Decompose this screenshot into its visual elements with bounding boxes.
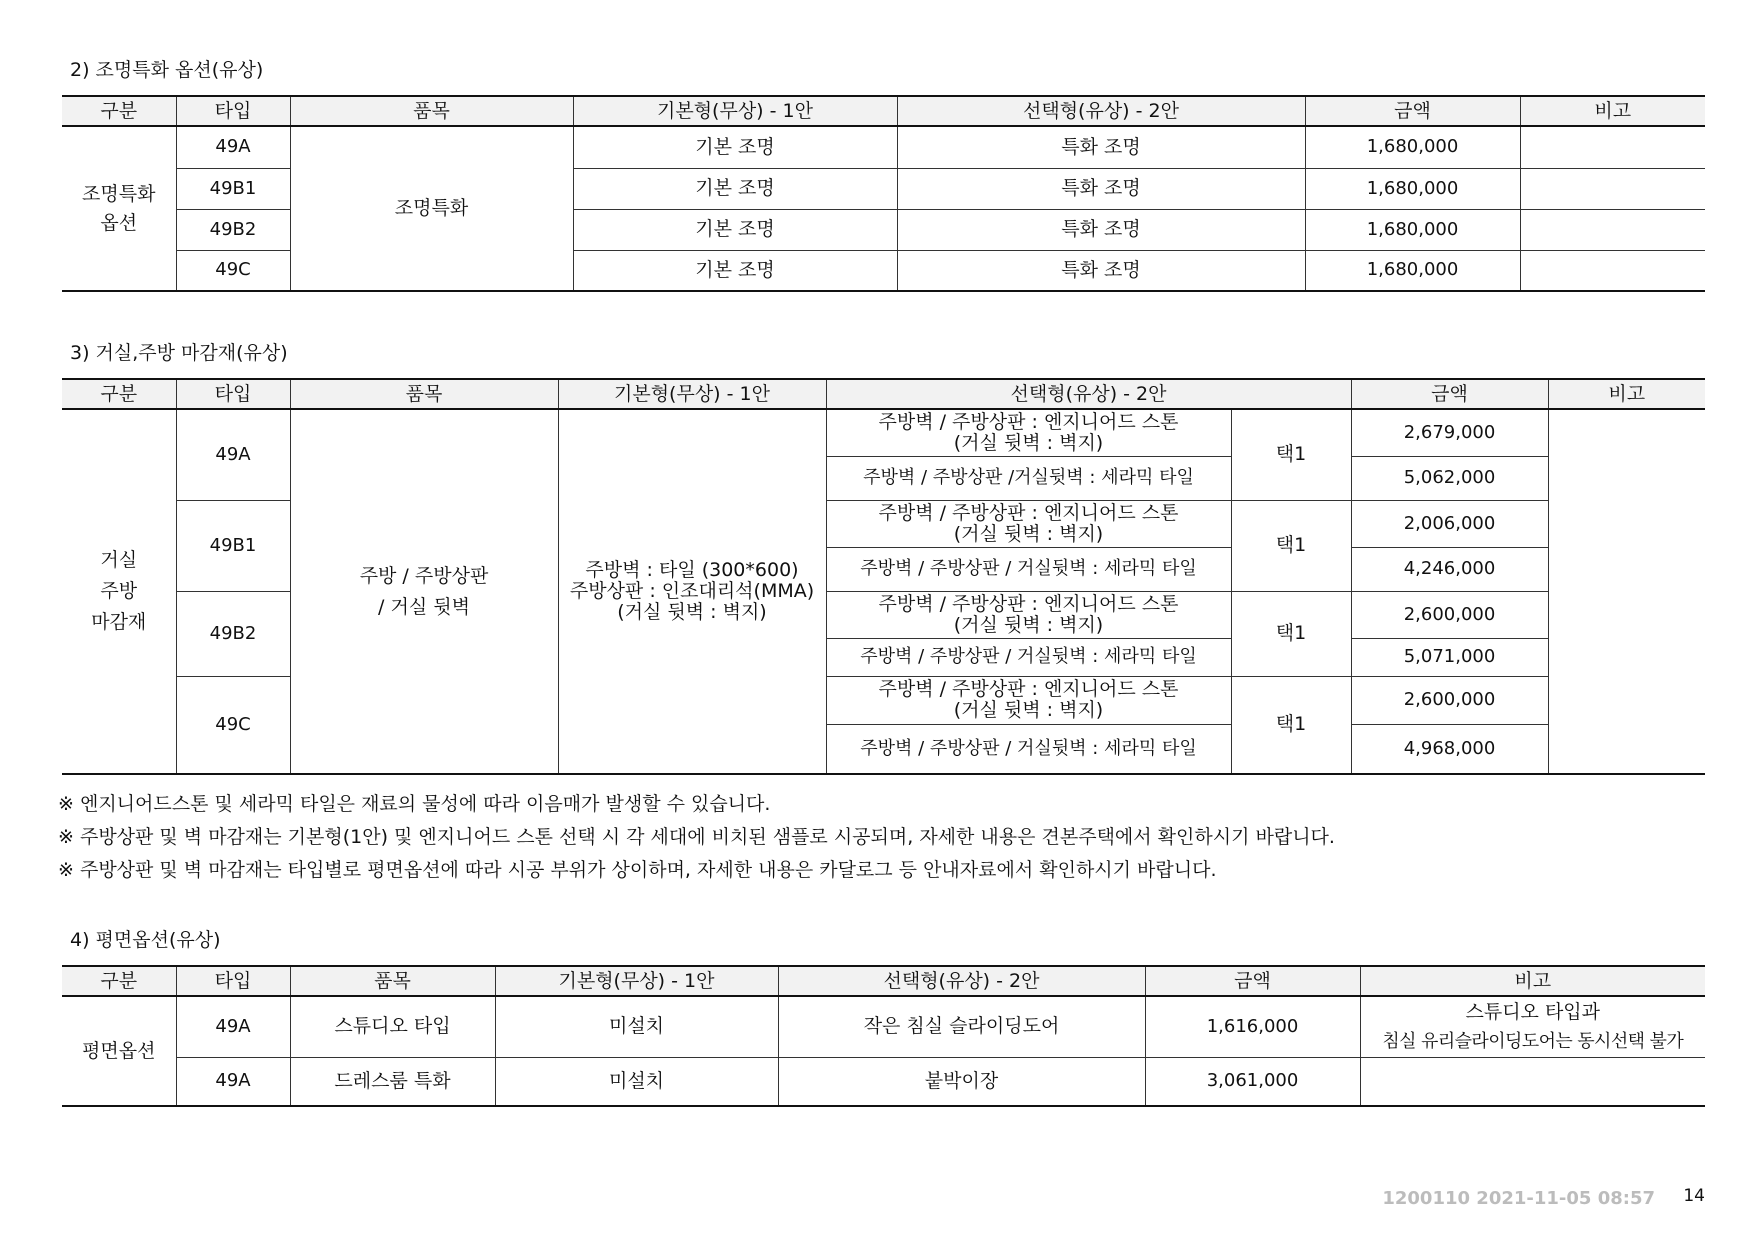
item-cell: 드레스룸 특화 — [290, 1057, 495, 1106]
page-number: 14 — [1683, 1186, 1705, 1206]
remark-line: 침실 유리슬라이딩도어는 동시선택 불가 — [1382, 1030, 1684, 1052]
remark-cell — [1520, 250, 1705, 291]
section-2-title: 2) 조명특화 옵션(유상) — [70, 59, 264, 81]
group-cell — [62, 126, 176, 291]
option-engineered-stone — [826, 591, 1231, 638]
option-line: 주방벽 / 주방상판 : 엔지니어드 스톤 — [878, 501, 1179, 524]
option-ceramic-tile: 주방벽 / 주방상판 / 거실뒷벽 : 세라믹 타일 — [826, 547, 1231, 591]
group-label: 거실 — [100, 549, 138, 572]
option-cell: 작은 침실 슬라이딩도어 — [778, 996, 1145, 1057]
amount-cell: 1,616,000 — [1145, 996, 1360, 1057]
type-cell: 49B1 — [176, 500, 290, 591]
option-cell: 특화 조명 — [897, 209, 1305, 250]
basic-cell: 기본 조명 — [573, 250, 897, 291]
option-line: (거실 뒷벽 : 벽지) — [953, 699, 1104, 721]
amount-cell: 1,680,000 — [1305, 168, 1520, 209]
amount-cell: 2,600,000 — [1351, 676, 1548, 724]
amount-cell: 4,246,000 — [1351, 547, 1548, 591]
option-ceramic-tile: 주방벽 / 주방상판 /거실뒷벽 : 세라믹 타일 — [826, 456, 1231, 500]
amount-cell: 1,680,000 — [1305, 250, 1520, 291]
remark-line: 스튜디오 타입과 — [1465, 1000, 1601, 1023]
header-remark: 비고 — [1548, 379, 1705, 409]
header-basic: 기본형(무상) - 1안 — [573, 96, 897, 126]
option-line: 주방벽 / 주방상판 : 엔지니어드 스톤 — [878, 592, 1179, 615]
remark-cell — [1520, 126, 1705, 168]
option-engineered-stone — [826, 409, 1231, 456]
type-cell: 49B2 — [176, 209, 290, 250]
group-cell: 평면옵션 — [62, 996, 176, 1106]
option-line: (거실 뒷벽 : 벽지) — [953, 431, 1104, 454]
option-cell: 붙박이장 — [778, 1057, 1145, 1106]
amount-cell: 1,680,000 — [1305, 209, 1520, 250]
option-engineered-stone — [826, 500, 1231, 547]
note-line: ※ 주방상판 및 벽 마감재는 기본형(1안) 및 엔지니어드 스톤 선택 시 각 세대에 비치된 샘플로 시공되며, 자세한 내용은 견본주택에서 확인하시기 바랍니다. — [58, 826, 1335, 848]
remark-cell — [1520, 168, 1705, 209]
header-basic: 기본형(무상) - 1안 — [558, 379, 826, 409]
option-line: (거실 뒷벽 : 벽지) — [953, 613, 1104, 636]
type-cell: 49C — [176, 250, 290, 291]
header-option: 선택형(유상) - 2안 — [826, 379, 1351, 409]
choice-cell: 택1 — [1231, 591, 1351, 676]
header-option: 선택형(유상) - 2안 — [897, 96, 1305, 126]
type-cell: 49C — [176, 676, 290, 774]
remark-cell — [1360, 1057, 1705, 1106]
amount-cell: 5,062,000 — [1351, 456, 1548, 500]
amount-cell: 2,600,000 — [1351, 591, 1548, 638]
amount-cell: 5,071,000 — [1351, 638, 1548, 676]
header-item: 품목 — [290, 96, 573, 126]
basic-cell: 기본 조명 — [573, 209, 897, 250]
type-cell: 49A — [176, 409, 290, 500]
item-cell — [290, 409, 558, 774]
basic-cell: 기본 조명 — [573, 126, 897, 168]
lighting-option-table — [62, 95, 1705, 292]
item-label: 주방 / 주방상판 — [359, 564, 489, 587]
basic-cell: 미설치 — [495, 996, 778, 1057]
section-3-title: 3) 거실,주방 마감재(유상) — [70, 342, 288, 364]
section-4-title: 4) 평면옵션(유상) — [70, 929, 221, 951]
remark-cell — [1360, 996, 1705, 1057]
group-label: 주방 — [100, 580, 138, 603]
remark-cell — [1520, 209, 1705, 250]
type-cell: 49B2 — [176, 591, 290, 676]
option-cell: 특화 조명 — [897, 126, 1305, 168]
option-engineered-stone — [826, 676, 1231, 724]
header-category: 구분 — [62, 966, 176, 996]
basic-cell: 기본 조명 — [573, 168, 897, 209]
header-remark: 비고 — [1360, 966, 1705, 996]
header-amount: 금액 — [1305, 96, 1520, 126]
remark-cell — [1548, 409, 1705, 774]
table-header-row — [62, 96, 1705, 126]
notes — [58, 788, 1335, 887]
note-line: ※ 엔지니어드스톤 및 세라믹 타일은 재료의 물성에 따라 이음매가 발생할 수 있습니다. — [58, 793, 771, 815]
option-ceramic-tile: 주방벽 / 주방상판 / 거실뒷벽 : 세라믹 타일 — [826, 638, 1231, 676]
table-header-row — [62, 379, 1705, 409]
header-remark: 비고 — [1520, 96, 1705, 126]
basic-cell: 미설치 — [495, 1057, 778, 1106]
table-row — [62, 409, 1705, 456]
basic-line: (거실 뒷벽 : 벽지) — [617, 600, 767, 623]
option-line: 주방벽 / 주방상판 : 엔지니어드 스톤 — [878, 410, 1179, 433]
header-item: 품목 — [290, 966, 495, 996]
header-type: 타입 — [176, 966, 290, 996]
header-amount: 금액 — [1145, 966, 1360, 996]
header-type: 타입 — [176, 379, 290, 409]
basic-line: 주방상판 : 인조대리석(MMA) — [569, 580, 815, 603]
floor-plan-option-table — [62, 965, 1705, 1107]
option-cell: 특화 조명 — [897, 168, 1305, 209]
table-header-row — [62, 966, 1705, 996]
header-amount: 금액 — [1351, 379, 1548, 409]
type-cell: 49B1 — [176, 168, 290, 209]
table-row — [62, 1057, 1705, 1106]
header-category: 구분 — [62, 379, 176, 409]
choice-cell: 택1 — [1231, 500, 1351, 591]
basic-cell — [558, 409, 826, 774]
group-label: 마감재 — [91, 610, 147, 633]
item-label: / 거실 뒷벽 — [378, 595, 470, 618]
option-line: (거실 뒷벽 : 벽지) — [953, 522, 1104, 545]
amount-cell: 2,006,000 — [1351, 500, 1548, 547]
table-row — [62, 126, 1705, 168]
header-item: 품목 — [290, 379, 558, 409]
choice-cell: 택1 — [1231, 676, 1351, 774]
header-basic: 기본형(무상) - 1안 — [495, 966, 778, 996]
option-line: 주방벽 / 주방상판 : 엔지니어드 스톤 — [878, 678, 1179, 701]
group-label: 옵션 — [100, 211, 138, 234]
amount-cell: 3,061,000 — [1145, 1057, 1360, 1106]
group-label: 조명특화 — [82, 182, 156, 205]
table-row — [62, 996, 1705, 1057]
amount-cell: 4,968,000 — [1351, 724, 1548, 774]
type-cell: 49A — [176, 126, 290, 168]
note-line: ※ 주방상판 및 벽 마감재는 타입별로 평면옵션에 따라 시공 부위가 상이하며, 자세한 내용은 카달로그 등 안내자료에서 확인하시기 바랍니다. — [58, 859, 1217, 881]
type-cell: 49A — [176, 996, 290, 1057]
print-stamp: 1200110 2021-11-05 08:57 — [1382, 1188, 1655, 1209]
amount-cell: 2,679,000 — [1351, 409, 1548, 456]
option-ceramic-tile: 주방벽 / 주방상판 / 거실뒷벽 : 세라믹 타일 — [826, 724, 1231, 774]
living-kitchen-finish-table — [62, 378, 1705, 775]
header-type: 타입 — [176, 96, 290, 126]
header-option: 선택형(유상) - 2안 — [778, 966, 1145, 996]
type-cell: 49A — [176, 1057, 290, 1106]
header-category: 구분 — [62, 96, 176, 126]
basic-line: 주방벽 : 타일 (300*600) — [585, 559, 799, 582]
group-cell — [62, 409, 176, 774]
amount-cell: 1,680,000 — [1305, 126, 1520, 168]
choice-cell: 택1 — [1231, 409, 1351, 500]
option-cell: 특화 조명 — [897, 250, 1305, 291]
item-cell: 스튜디오 타입 — [290, 996, 495, 1057]
item-cell: 조명특화 — [290, 126, 573, 291]
